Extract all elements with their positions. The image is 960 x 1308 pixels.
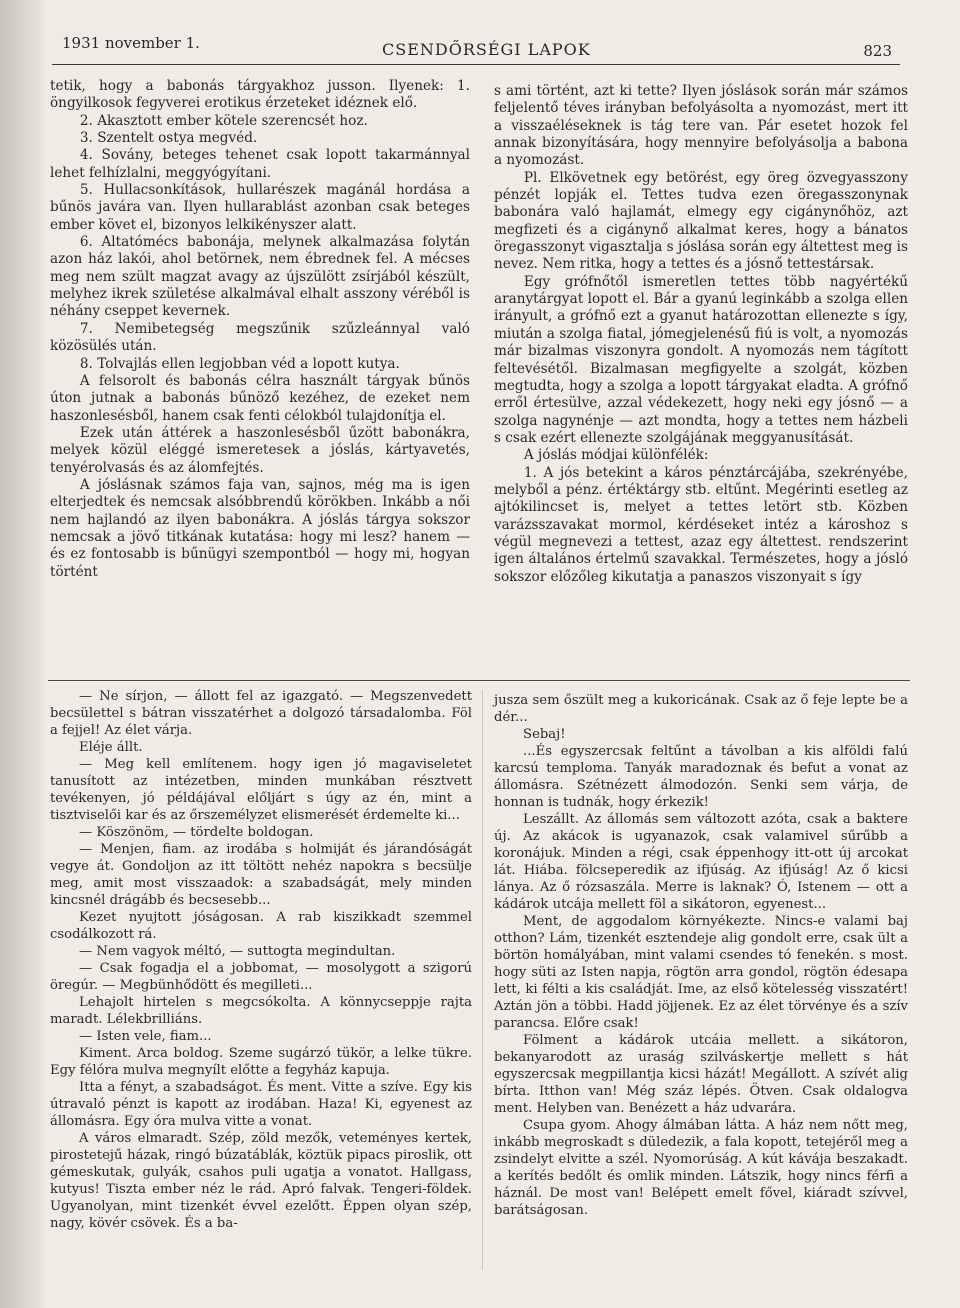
paragraph: 3. Szentelt ostya megvéd. — [79, 130, 258, 147]
paragraph: A felsorolt és babonás célra használt tárgyak bűnös úton jutnak a babonás bűnöző kezéhez, de ezeket nem haszonlesésből, hanem csak fenti célokból tulajdonítja el. — [50, 372, 470, 424]
paragraph: Fölment a kádárok utcáia mellett. a sikátoron, bekanyarodott az uraság szilváskertje mellett s hát egyszercsak megpillantja kicsi házát! Megállott. A szívét alig bírta. Itthon van! Még száz lépés. Ötven. Csak oldalogva ment. Helyben van. Benézett a ház udvarára. — [494, 1033, 908, 1116]
paragraph: 5. Hullacsonkítások, hullarészek magánál hordása a bűnös javára van. Ilyen hullarablást azonban csak beteges ember követ el, bizonyos lelkikényszer alatt. — [50, 182, 470, 233]
paragraph: — Isten vele, fiam... — [79, 1029, 212, 1044]
paragraph: — Meg kell említenem. hogy igen jó magaviseletet tanusított az intézetben, minden munkában résztvett tevékenyen, jó példájával előljárt s úgy az én, mint a tisztviselői kar és az őrszemélyzet elismerését érdemelte ki... — [50, 757, 472, 823]
header-rule — [52, 64, 900, 65]
story-column-right — [494, 692, 908, 1219]
paragraph: 2. Akasztott ember kötele szerencsét hoz. — [79, 112, 368, 129]
article-column-right — [494, 83, 908, 586]
paragraph: Eléje állt. — [79, 740, 143, 755]
header-date: 1931 november 1. — [62, 34, 200, 52]
header-page-number: 823 — [863, 42, 892, 60]
paragraph: Leszállt. Az állomás sem változott azóta, csak a baktere új. Az akácok is ugyanazok, csak valamivel sűrűbb a koronájuk. Minden a régi, csak éppenhogy itt-ott új arcokat lát. Hiába. fölcseperedik az ifjúság. Az ifjúság! Az ő kicsi lánya. Az ő rózsaszála. Merre is laknak? Ó, Istenem — ott a kádárok utcája mellett föl a sikátoron, egyenest... — [494, 812, 908, 912]
paragraph: Sebaj! — [523, 727, 566, 742]
story-column-left — [50, 688, 472, 1232]
paragraph: A jóslásnak számos faja van, sajnos, még ma is igen elterjedtek és nemcsak alsóbbrendű körökben. Inkább a női nem hajlandó az ilyen babonákra. A jóslás tárgya sokszor nemcsak a jövő titkának kutatása: hogy mi lesz? hanem — és ez fontosabb is bűnügyi szempontból — hogy mi, hogyan történt — [50, 476, 470, 580]
paragraph: A város elmaradt. Szép, zöld mezők, veteményes kertek, pirostetejű házak, ringó búzatáblák, köztük pipacs piroslik, ott gémeskutak, gulyák, csahos puli ugatja a vonatot. Hallgass, kutyus! Tiszta ember néz le rád. Apró falvak. Tengeri-földek. Ugyanolyan, mint tizenkét évvel ezelőtt. Éppen olyan szép, nagy, kövér csövek. És a ba- — [50, 1131, 472, 1231]
paragraph: — Köszönöm, — tördelte boldogan. — [79, 825, 314, 840]
paragraph: 1. A jós betekint a káros pénztárcájába, szekrényébe, melyből a pénz. értéktárgy stb. eltűnt. Megérinti esetleg az ajtókilincset is, melyet a tettes letört stb. Közben varázsszavakat mormol, kérdéseket intéz a károshoz s végül megnevezi a tettest, azaz egy áltettest. rendszerint igen általános értelmű szavakkal. Természetes, hogy a jósló sokszor előzőleg kikutatja a panaszos viszonyait s így — [494, 464, 908, 585]
paragraph: Egy grófnőtől ismeretlen tettes több nagyértékű aranytárgyat lopott el. Bár a gyanú leginkább a szolga ellen irányult, a grófnő ezt a gyanut határozottan ellenezte s így, miután a szolga fiatal, jómegjelenésű fiú is volt, a nyomozás már bizalmas viszonyra gondolt. A nyomozás nem tágított feltevésétől. Bizalmasan megfigyelte a szolgát, közben megtudta, hogy a szolga a lopott tárgyakat eladta. A grófnő erről értesülve, azzal védekezett, hogy neki egy jósnő — a szolga nagynénje — azt mondta, hogy a tettes nem házbeli s csak ezért ellenezte szolgájának meggyanusítását. — [494, 273, 908, 446]
article-column-left — [50, 78, 470, 581]
paragraph: — Nem vagyok méltó, — suttogta megindultan. — [79, 944, 396, 959]
paragraph: — Menjen, fiam. az irodába s holmiját és járandóságát vegye át. Gondoljon az itt töltött nehéz napokra s becsülje meg, amit most visszaadok: a szabadságát, mely minden kincsnél drágább és becsesebb... — [50, 842, 472, 908]
page-header — [52, 28, 900, 64]
paragraph: — Csak fogadja el a jobbomat, — mosolygott a szigorú öregúr. — Megbünhődött és megilleti... — [50, 961, 472, 993]
column-divider — [482, 690, 483, 1270]
paragraph: Pl. Elkövetnek egy betörést, egy öreg özvegyasszony pénzét lopják el. Tettes tudva ezen öregasszonynak babonára való hajlamát, elmegy egy cigánynőhöz, azt megfizeti és a cigánynő alkalmat keres, hogy a bánatos öregasszonyt vigasztalja s jóslása során egy áltettest meg is nevez. Nem ritka, hogy a tettes és a jósnő tettestársak. — [494, 169, 908, 273]
paragraph: Ezek után áttérek a haszonlesésből űzött babonákra, melyek közül eléggé ismeretesek a jóslás, kártyavetés, tenyérolvasás és az álomfejtés. — [50, 424, 470, 476]
paragraph: 6. Altatómécs babonája, melynek alkalmazása folytán azon ház lakói, ahol betörnek, nem ébrednek fel. A mécses meg nem szült magzat avagy az újszülött zsírjából készült, melyhez ikrek születése alkalmával elhalt asszony véréből is néhány cseppet kevernek. — [50, 234, 470, 320]
paragraph: ...És egyszercsak feltűnt a távolban a kis alföldi falú karcsú temploma. Tanyák maradoznak és befut a vonat az állomásra. Szétnézett álmodozón. Senki sem várja, de honnan is tudnák, hogy érkezik! — [494, 744, 908, 810]
paragraph: A jóslás módjai különfélék: — [523, 447, 709, 464]
paragraph: Lehajolt hirtelen s megcsókolta. A könnycseppje rajta maradt. Lélekbrilliáns. — [50, 995, 472, 1027]
section-divider — [48, 680, 910, 681]
paragraph: Csupa gyom. Ahogy álmában látta. A ház nem nőtt meg, inkább megroskadt s düledezik, a fala kopott, tetejéről meg a zsindelyt elvitte a szél. Nyomorúság. A kút kávája beszakadt. a kerítés bedőlt és omlik minden. Látszik, hogy nincs férfi a háznál. De most van! Belépett emelt fővel, kiáradt szívvel, barátságosan. — [494, 1118, 908, 1218]
paragraph: 4. Sovány, beteges tehenet csak lopott takarmánnyal lehet felhízlalni, meggyógyítani. — [50, 147, 470, 181]
paragraph: Ment, de aggodalom környékezte. Nincs-e valami baj otthon? Lám, tizenkét esztendeje alig gondolt erre, csak ült a börtön homályában, mint valami csendes tó fenekén. s most. hogy süti az Isten napja, rögtön arra gondol, rögtön édesapa lett, ki félti a kis családját. Ime, az első kötelesség visszatért! Aztán jön a többi. Hadd jöjjenek. Ez az élet törvénye és a szív parancsa. Előre csak! — [494, 914, 908, 1031]
header-title: CSENDŐRSÉGI LAPOK — [382, 40, 591, 59]
paragraph: — Ne sírjon, — állott fel az igazgató. — Megszenvedett becsülettel s bátran visszatérhet a dolgozó társadalomba. Föl a fejjel! Az élet várja. — [50, 689, 472, 738]
paragraph: jusza sem őszült meg a kukoricának. Csak az ő feje lepte be a dér... — [494, 693, 908, 725]
paragraph: s ami történt, azt ki tette? Ilyen jóslások során már számos feljelentő téves irányban befolyásolta a nyomozást, mert itt a visszaéléseknek is tág tere van. Pár esetet hozok fel annak bizonyítására, hogy mennyire befolyásolja a babona a nyomozást. — [494, 83, 908, 169]
paragraph: 7. Nemibetegség megszűnik szűzleánnyal való közösülés után. — [50, 320, 470, 355]
paragraph: Kiment. Arca boldog. Szeme sugárzó tükör, a lelke tükre. Egy félóra mulva megnyílt előtte a fegyház kapuja. — [50, 1046, 472, 1078]
binding-shadow — [0, 0, 46, 1308]
paragraph: Itta a fényt, a szabadságot. És ment. Vitte a szíve. Egy kis útravaló pénzt is kapott az irodában. Haza! Ki, egyenest az állomásra. Egy óra mulva vitte a vonat. — [50, 1080, 472, 1129]
paragraph: 8. Tolvajlás ellen legjobban véd a lopott kutya. — [79, 355, 400, 372]
paragraph: Kezet nyujtott jóságosan. A rab kiszikkadt szemmel csodálkozott rá. — [50, 910, 472, 942]
paragraph: tetik, hogy a babonás tárgyakhoz jusson. Ilyenek: 1. öngyilkosok fegyverei erotikus érzeteket idéznek elő. — [50, 78, 470, 112]
